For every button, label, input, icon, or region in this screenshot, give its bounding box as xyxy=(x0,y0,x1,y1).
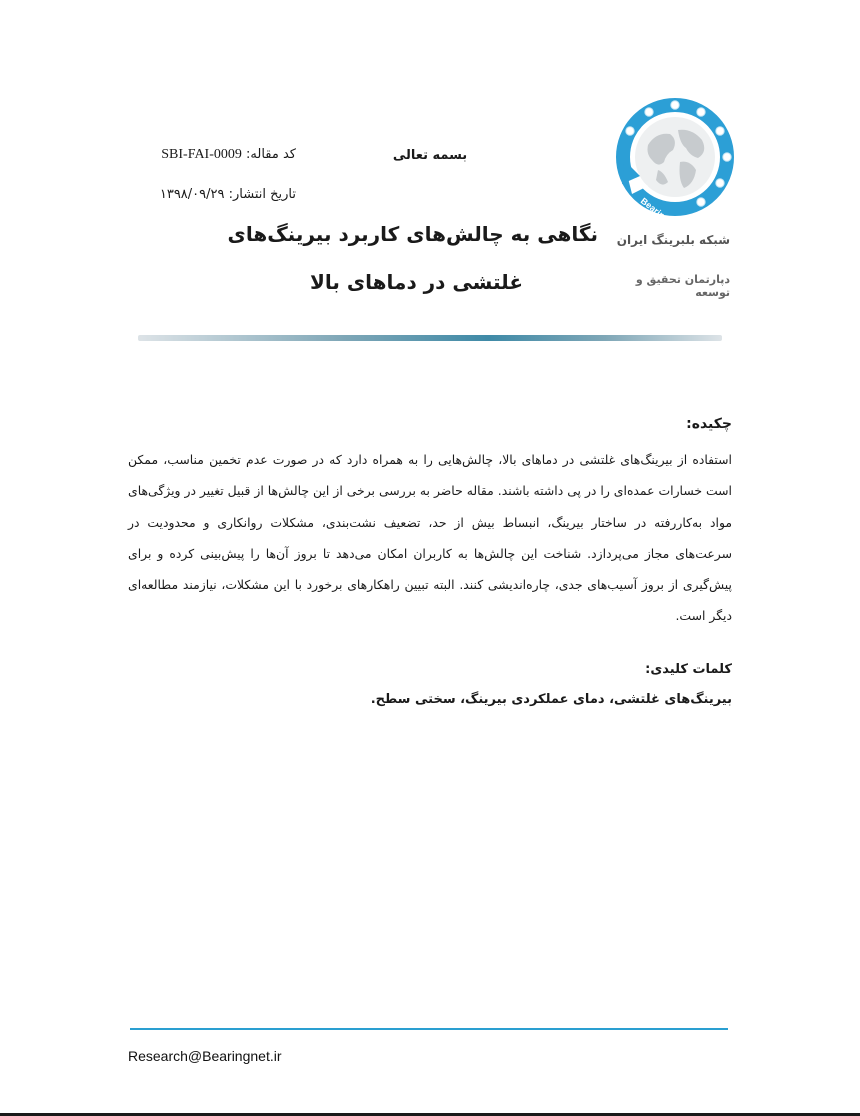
article-code-value: SBI-FAI-0009 xyxy=(161,147,242,162)
bearingnet-logo xyxy=(618,100,732,238)
publish-date xyxy=(136,187,296,202)
network-name: شبکه بلبرینگ ایران xyxy=(616,233,730,247)
title-line-2: غلتشی در دماهای بالا xyxy=(309,270,523,294)
publish-date-value: ۱۳۹۸/۰۹/۲۹ xyxy=(159,187,225,202)
bearing-globe-icon xyxy=(618,100,732,238)
publish-date-label: تاریخ انتشار: xyxy=(228,187,296,202)
keywords-list: بیرینگ‌های غلتشی، دمای عملکردی بیرینگ، سختی سطح. xyxy=(370,692,732,707)
keywords-heading: کلمات کلیدی: xyxy=(645,662,732,677)
contact-email-link[interactable]: Research@Bearingnet.ir xyxy=(128,1048,282,1064)
title-divider xyxy=(138,335,722,341)
footer-divider xyxy=(130,1028,728,1030)
article-code xyxy=(136,147,296,163)
abstract-heading: چکیده: xyxy=(686,416,732,432)
article-code-label: کد مقاله: xyxy=(246,147,296,162)
besm-heading: بسمه تعالی xyxy=(392,148,468,163)
title-line-1: نگاهی به چالش‌های کاربرد بیرینگ‌های xyxy=(227,222,598,246)
department-name: دپارتمان تحقیق و توسعه xyxy=(635,273,730,299)
abstract-body: استفاده از بیرینگ‌های غلتشی در دماهای بالا، چالش‌هایی را به همراه دارد که در صورت عدم تخمین مناسب، ممکن است خسارات عمده‌ای را در پی داشته باشند. مقاله حاضر به بررسی برخی از این چالش‌ها از قبیل تغییر در ویژگی‌های مواد به‌کاررفته در ساختار بیرینگ، انبساط بیش از حد، تضعیف نشت‌بندی، مشکلات روانکاری و محدودیت در سرعت‌های مجاز می‌پردازد. شناخت این چالش‌ها به کاربران امکان می‌دهد تا بروز آن‌ها را پیش‌بینی کرده و برای پیش‌گیری از بروز آسیب‌های جدی، چاره‌اندیشی کنند. البته تبیین راهکارهای برخورد با این مشکلات، نیازمند مطالعه‌ای دیگر است. xyxy=(128,452,732,624)
svg-text:Bearingnet.ir: Bearingnet.ir xyxy=(638,195,689,238)
